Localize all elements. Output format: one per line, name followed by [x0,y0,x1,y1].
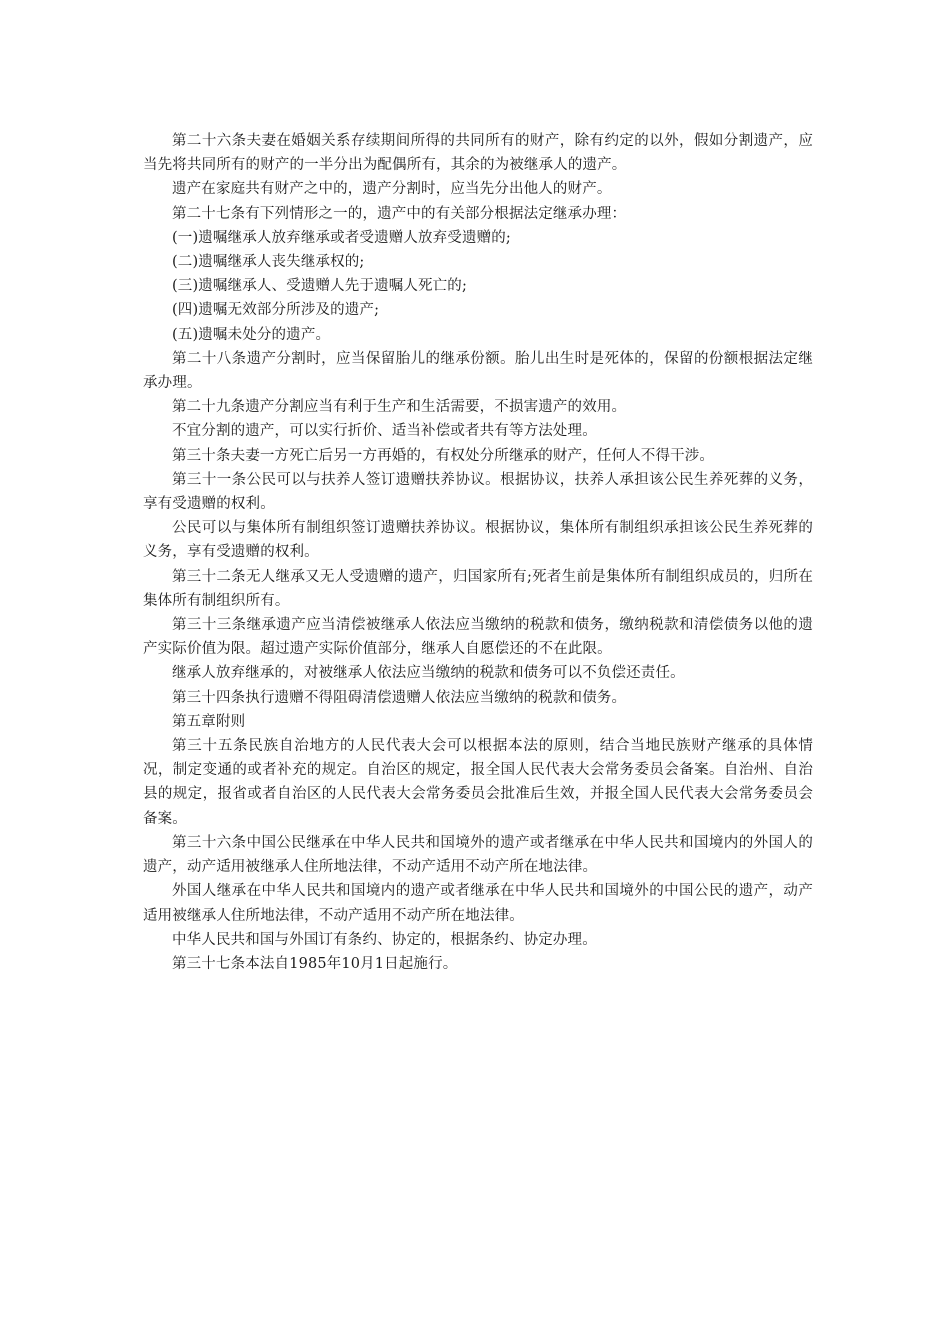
paragraph-article-32: 第三十二条无人继承又无人受遗赠的遗产，归国家所有;死者生前是集体所有制组织成员的，归所在集体所有制组织所有。 [143,568,813,609]
list-item-article-27-2: (二)遗嘱继承人丧失继承权的; [172,254,365,271]
list-item-article-27-5: (五)遗嘱未处分的遗产。 [172,326,331,343]
document-body [143,129,813,976]
paragraph-article-33: 第三十三条继承遗产应当清偿被继承人依法应当缴纳的税款和债务，缴纳税款和清偿债务以他的遗产实际价值为限。超过遗产实际价值部分，继承人自愿偿还的不在此限。 [143,617,813,658]
paragraph-article-28: 第二十八条遗产分割时，应当保留胎儿的继承份额。胎儿出生时是死体的，保留的份额根据法定继承办理。 [143,350,813,392]
paragraph-article-36-treaty: 中华人民共和国与外国订有条约、协定的，根据条约、协定办理。 [172,931,597,948]
paragraph-article-36: 第三十六条中国公民继承在中华人民共和国境外的遗产或者继承在中华人民共和国境内的外国人的遗产，动产适用被继承人住所地法律，不动产适用不动产所在地法律。 [143,834,813,876]
paragraph-article-31-collective: 公民可以与集体所有制组织签订遗赠扶养协议。根据协议，集体所有制组织承担该公民生养死葬的义务，享有受遗赠的权利。 [143,520,813,561]
chapter-heading: 第五章附则 [172,713,246,730]
paragraph-article-37: 第三十七条本法自1985年10月1日起施行。 [172,955,458,972]
paragraph-article-35: 第三十五条民族自治地方的人民代表大会可以根据本法的原则，结合当地民族财产继承的具体情况，制定变通的或者补充的规定。自治区的规定，报全国人民代表大会常务委员会备案。自治州、自治县的规定，报省或者自治区的人民代表大会常务委员会批准后生效，并报全国人民代表大会常务委员会备案。 [143,738,813,827]
paragraph-article-27: 第二十七条有下列情形之一的，遗产中的有关部分根据法定继承办理： [172,205,627,222]
paragraph-article-33-renounce: 继承人放弃继承的，对被继承人依法应当缴纳的税款和债务可以不负偿还责任。 [172,665,685,682]
paragraph-article-29: 第二十九条遗产分割应当有利于生产和生活需要，不损害遗产的效用。 [172,399,627,416]
list-item-article-27-1: (一)遗嘱继承人放弃继承或者受遗赠人放弃受遗赠的; [172,229,511,246]
paragraph-article-36-foreigner: 外国人继承在中华人民共和国境内的遗产或者继承在中华人民共和国境外的中国公民的遗产，动产适用被继承人住所地法律，不动产适用不动产所在地法律。 [143,883,813,924]
list-item-article-27-3: (三)遗嘱继承人、受遗赠人先于遗嘱人死亡的; [172,278,467,295]
list-item-article-27-4: (四)遗嘱无效部分所涉及的遗产; [172,302,380,319]
paragraph-article-31: 第三十一条公民可以与扶养人签订遗赠扶养协议。根据协议，扶养人承担该公民生养死葬的义务，享有受遗赠的权利。 [143,471,813,513]
paragraph-article-29-indivisible: 不宜分割的遗产，可以实行折价、适当补偿或者共有等方法处理。 [172,423,597,440]
paragraph-article-30: 第三十条夫妻一方死亡后另一方再婚的，有权处分所继承的财产，任何人不得干涉。 [172,447,715,464]
paragraph-article-26: 第二十六条夫妻在婚姻关系存续期间所得的共同所有的财产，除有约定的以外，假如分割遗产，应当先将共同所有的财产的一半分出为配偶所有，其余的为被继承人的遗产。 [143,133,813,174]
paragraph-article-34: 第三十四条执行遗赠不得阻碍清偿遗赠人依法应当缴纳的税款和债务。 [172,689,627,706]
paragraph-article-26-family-property: 遗产在家庭共有财产之中的，遗产分割时，应当先分出他人的财产。 [172,181,612,198]
